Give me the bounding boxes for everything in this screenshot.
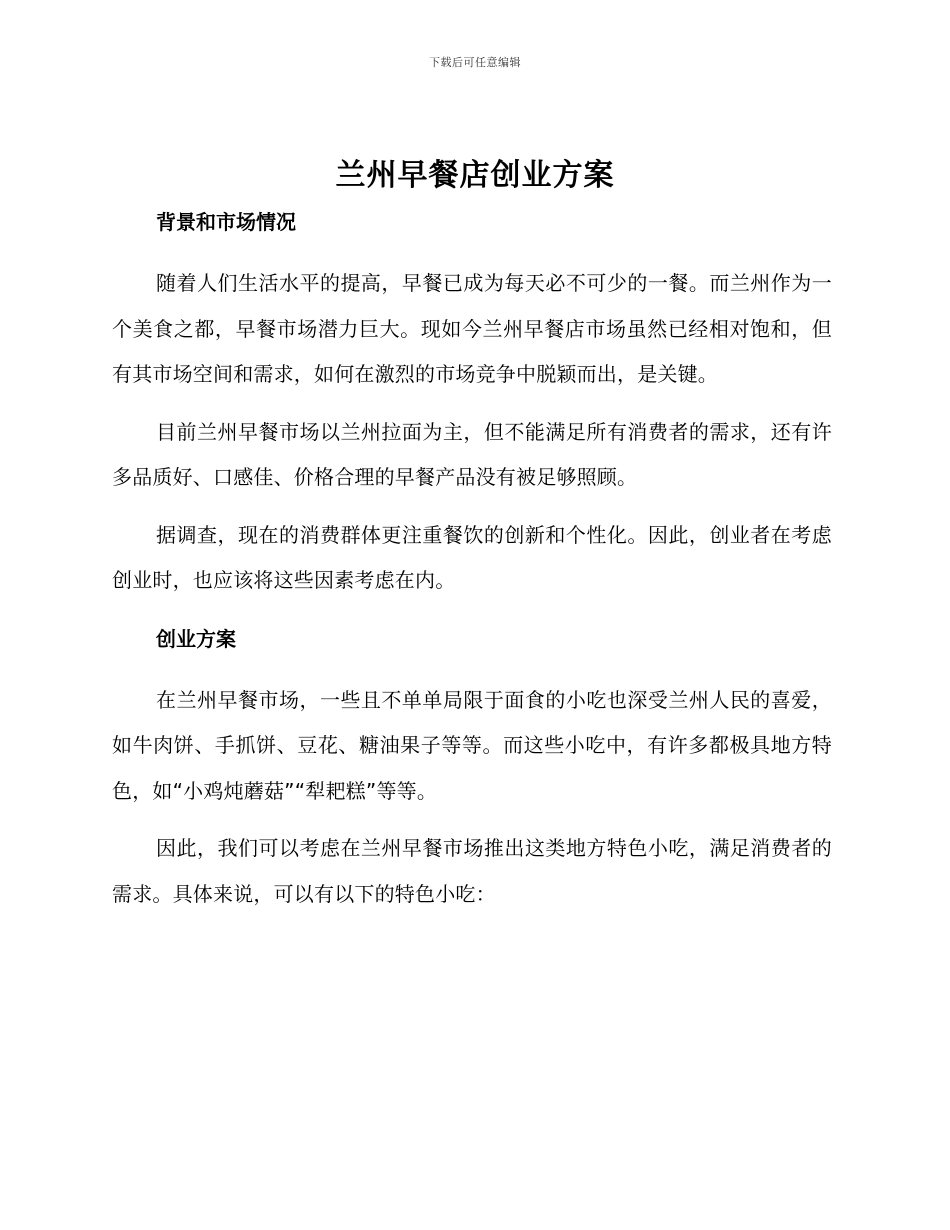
section-heading-plan: 创业方案 [156,626,236,651]
paragraph: 目前兰州早餐市场以兰州拉面为主，但不能满足所有消费者的需求，还有许多品质好、口感佳、价格合理的早餐产品没有被足够照顾。 [112,419,832,489]
paragraph: 据调查，现在的消费群体更注重餐饮的创新和个性化。因此，创业者在考虑创业时，也应该将这些因素考虑在内。 [112,522,832,592]
paragraph: 因此，我们可以考虑在兰州早餐市场推出这类地方特色小吃，满足消费者的需求。具体来说，可以有以下的特色小吃： [112,836,832,906]
section-heading-background: 背景和市场情况 [156,210,296,234]
paragraph: 随着人们生活水平的提高，早餐已成为每天必不可少的一餐。而兰州作为一个美食之都，早餐市场潜力巨大。现如今兰州早餐店市场虽然已经相对饱和，但有其市场空间和需求，如何在激烈的市场竞争中脱颖而出，是关键。 [112,271,832,386]
page-header-note: 下载后可任意编辑 [429,56,521,69]
paragraph: 在兰州早餐市场，一些且不单单局限于面食的小吃也深受兰州人民的喜爱，如牛肉饼、手抓饼、豆花、糖油果子等等。而这些小吃中，有许多都极具地方特色，如“小鸡炖蘑菇”“犁耙糕”等等。 [112,687,832,803]
document-body [112,205,832,917]
document-title: 兰州早餐店创业方案 [335,158,615,193]
